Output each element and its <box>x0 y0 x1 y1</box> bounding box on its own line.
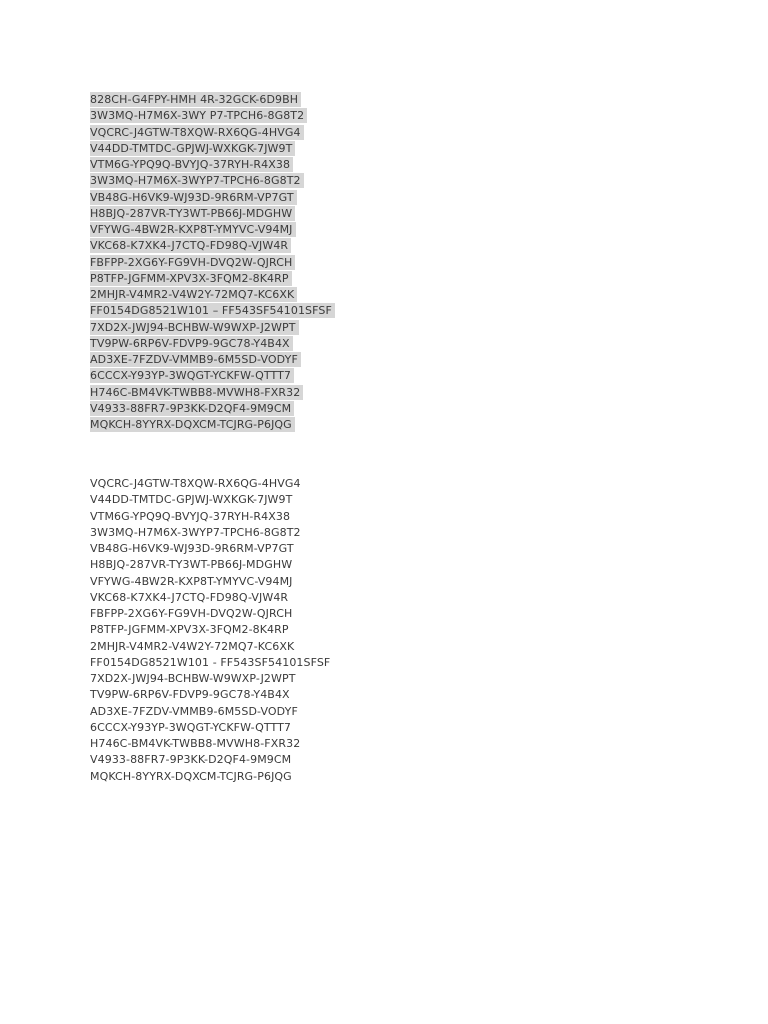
key-text: FBFPP-2XG6Y-FG9VH-DVQ2W-QJRCH <box>90 255 295 270</box>
highlighted-key-line[interactable] <box>90 401 335 417</box>
plain-key-line[interactable] <box>90 671 333 687</box>
key-text: H8BJQ-287VR-TY3WT-PB66J-MDGHW <box>90 206 295 221</box>
plain-key-line[interactable] <box>90 492 333 508</box>
key-text: VQCRC-J4GTW-T8XQW-RX6QG-4HVG4 <box>90 125 304 140</box>
key-text: 7XD2X-JWJ94-BCHBW-W9WXP-J2WPT <box>90 320 299 335</box>
plain-key-line[interactable] <box>90 769 333 785</box>
key-text: 6CCCX-Y93YP-3WQGT-YCKFW-QTTT7 <box>90 720 291 734</box>
plain-key-line[interactable] <box>90 752 333 768</box>
key-text: H746C-BM4VK-TWBB8-MVWH8-FXR32 <box>90 385 303 400</box>
key-text: 2MHJR-V4MR2-V4W2Y-72MQ7-KC6XK <box>90 639 295 653</box>
key-text: AD3XE-7FZDV-VMMB9-6M5SD-VODYF <box>90 704 298 718</box>
plain-key-line[interactable] <box>90 736 333 752</box>
key-text: VFYWG-4BW2R-KXP8T-YMYVC-V94MJ <box>90 222 296 237</box>
highlighted-key-line[interactable] <box>90 287 335 303</box>
plain-key-line[interactable] <box>90 720 333 736</box>
plain-key-line[interactable] <box>90 639 333 655</box>
highlighted-key-list <box>90 92 335 433</box>
highlighted-key-line[interactable] <box>90 222 335 238</box>
highlighted-key-line[interactable] <box>90 271 335 287</box>
plain-key-line[interactable] <box>90 509 333 525</box>
highlighted-key-line[interactable] <box>90 238 335 254</box>
highlighted-key-line[interactable] <box>90 320 335 336</box>
highlighted-key-line[interactable] <box>90 108 335 124</box>
key-text: 7XD2X-JWJ94-BCHBW-W9WXP-J2WPT <box>90 672 296 685</box>
key-text: VB48G-H6VK9-WJ93D-9R6RM-VP7GT <box>90 190 297 205</box>
highlighted-key-line[interactable] <box>90 190 335 206</box>
key-text: VQCRC-J4GTW-T8XQW-RX6QG-4HVG4 <box>90 477 301 490</box>
key-text: TV9PW-6RP6V-FDVP9-9GC78-Y4B4X <box>90 336 293 351</box>
key-text: V44DD-TMTDC-GPJWJ-WXKGK-7JW9T <box>90 493 293 507</box>
key-text: MQKCH-8YYRX-DQXCM-TCJRG-P6JQG <box>90 769 292 783</box>
key-text: VB48G-H6VK9-WJ93D-9R6RM-VP7GT <box>90 542 294 555</box>
key-text: VKC68-K7XK4-J7CTQ-FD98Q-VJW4R <box>90 590 289 604</box>
key-text: VTM6G-YPQ9Q-BVYJQ-37RYH-R4X38 <box>90 157 293 172</box>
plain-key-list <box>90 476 333 785</box>
key-text: TV9PW-6RP6V-FDVP9-9GC78-Y4B4X <box>90 688 290 702</box>
highlighted-key-line[interactable] <box>90 336 335 352</box>
highlighted-key-line[interactable] <box>90 92 335 108</box>
key-text: VFYWG-4BW2R-KXP8T-YMYVC-V94MJ <box>90 574 293 588</box>
highlighted-key-line[interactable] <box>90 255 335 271</box>
plain-key-line[interactable] <box>90 704 333 720</box>
highlighted-key-line[interactable] <box>90 385 335 401</box>
highlighted-key-line[interactable] <box>90 173 335 189</box>
highlighted-key-line[interactable] <box>90 141 335 157</box>
highlighted-key-line[interactable] <box>90 157 335 173</box>
highlighted-key-line[interactable] <box>90 125 335 141</box>
key-text: VKC68-K7XK4-J7CTQ-FD98Q-VJW4R <box>90 238 291 253</box>
plain-key-line[interactable] <box>90 590 333 606</box>
key-text: V44DD-TMTDC-GPJWJ-WXKGK-7JW9T <box>90 141 295 156</box>
plain-key-line[interactable] <box>90 476 333 492</box>
key-text: AD3XE-7FZDV-VMMB9-6M5SD-VODYF <box>90 352 301 367</box>
key-text: 3W3MQ-H7M6X-3WYP7-TPCH6-8G8T2 <box>90 525 301 539</box>
key-text: MQKCH-8YYRX-DQXCM-TCJRG-P6JQG <box>90 417 295 432</box>
highlighted-key-line[interactable] <box>90 368 335 384</box>
key-text: FF0154DG8521W101 - FF543SF54101SFSF <box>90 655 331 669</box>
plain-key-line[interactable] <box>90 622 333 638</box>
key-text: FF0154DG8521W101 – FF543SF54101SFSF <box>90 303 335 318</box>
key-text: V4933-88FR7-9P3KK-D2QF4-9M9CM <box>90 401 294 416</box>
plain-key-line[interactable] <box>90 541 333 557</box>
highlighted-key-line[interactable] <box>90 417 335 433</box>
key-text: P8TFP-JGFMM-XPV3X-3FQM2-8K4RP <box>90 271 292 286</box>
plain-key-line[interactable] <box>90 687 333 703</box>
plain-key-line[interactable] <box>90 606 333 622</box>
highlighted-key-line[interactable] <box>90 303 335 319</box>
highlighted-key-line[interactable] <box>90 352 335 368</box>
highlighted-key-line[interactable] <box>90 206 335 222</box>
key-text: H746C-BM4VK-TWBB8-MVWH8-FXR32 <box>90 737 301 750</box>
key-text: 2MHJR-V4MR2-V4W2Y-72MQ7-KC6XK <box>90 287 297 302</box>
key-text: 3W3MQ-H7M6X-3WYP7-TPCH6-8G8T2 <box>90 173 304 188</box>
plain-key-line[interactable] <box>90 557 333 573</box>
key-text: 828CH-G4FPY-HMH 4R-32GCK-6D9BH <box>90 92 301 107</box>
key-text: FBFPP-2XG6Y-FG9VH-DVQ2W-QJRCH <box>90 607 293 620</box>
key-text: 6CCCX-Y93YP-3WQGT-YCKFW-QTTT7 <box>90 368 294 383</box>
plain-key-line[interactable] <box>90 655 333 671</box>
plain-key-line[interactable] <box>90 574 333 590</box>
key-text: H8BJQ-287VR-TY3WT-PB66J-MDGHW <box>90 558 293 572</box>
key-text: P8TFP-JGFMM-XPV3X-3FQM2-8K4RP <box>90 623 289 637</box>
plain-key-line[interactable] <box>90 525 333 541</box>
key-text: VTM6G-YPQ9Q-BVYJQ-37RYH-R4X38 <box>90 509 291 523</box>
key-text: 3W3MQ-H7M6X-3WY P7-TPCH6-8G8T2 <box>90 108 307 123</box>
key-text: V4933-88FR7-9P3KK-D2QF4-9M9CM <box>90 753 292 767</box>
